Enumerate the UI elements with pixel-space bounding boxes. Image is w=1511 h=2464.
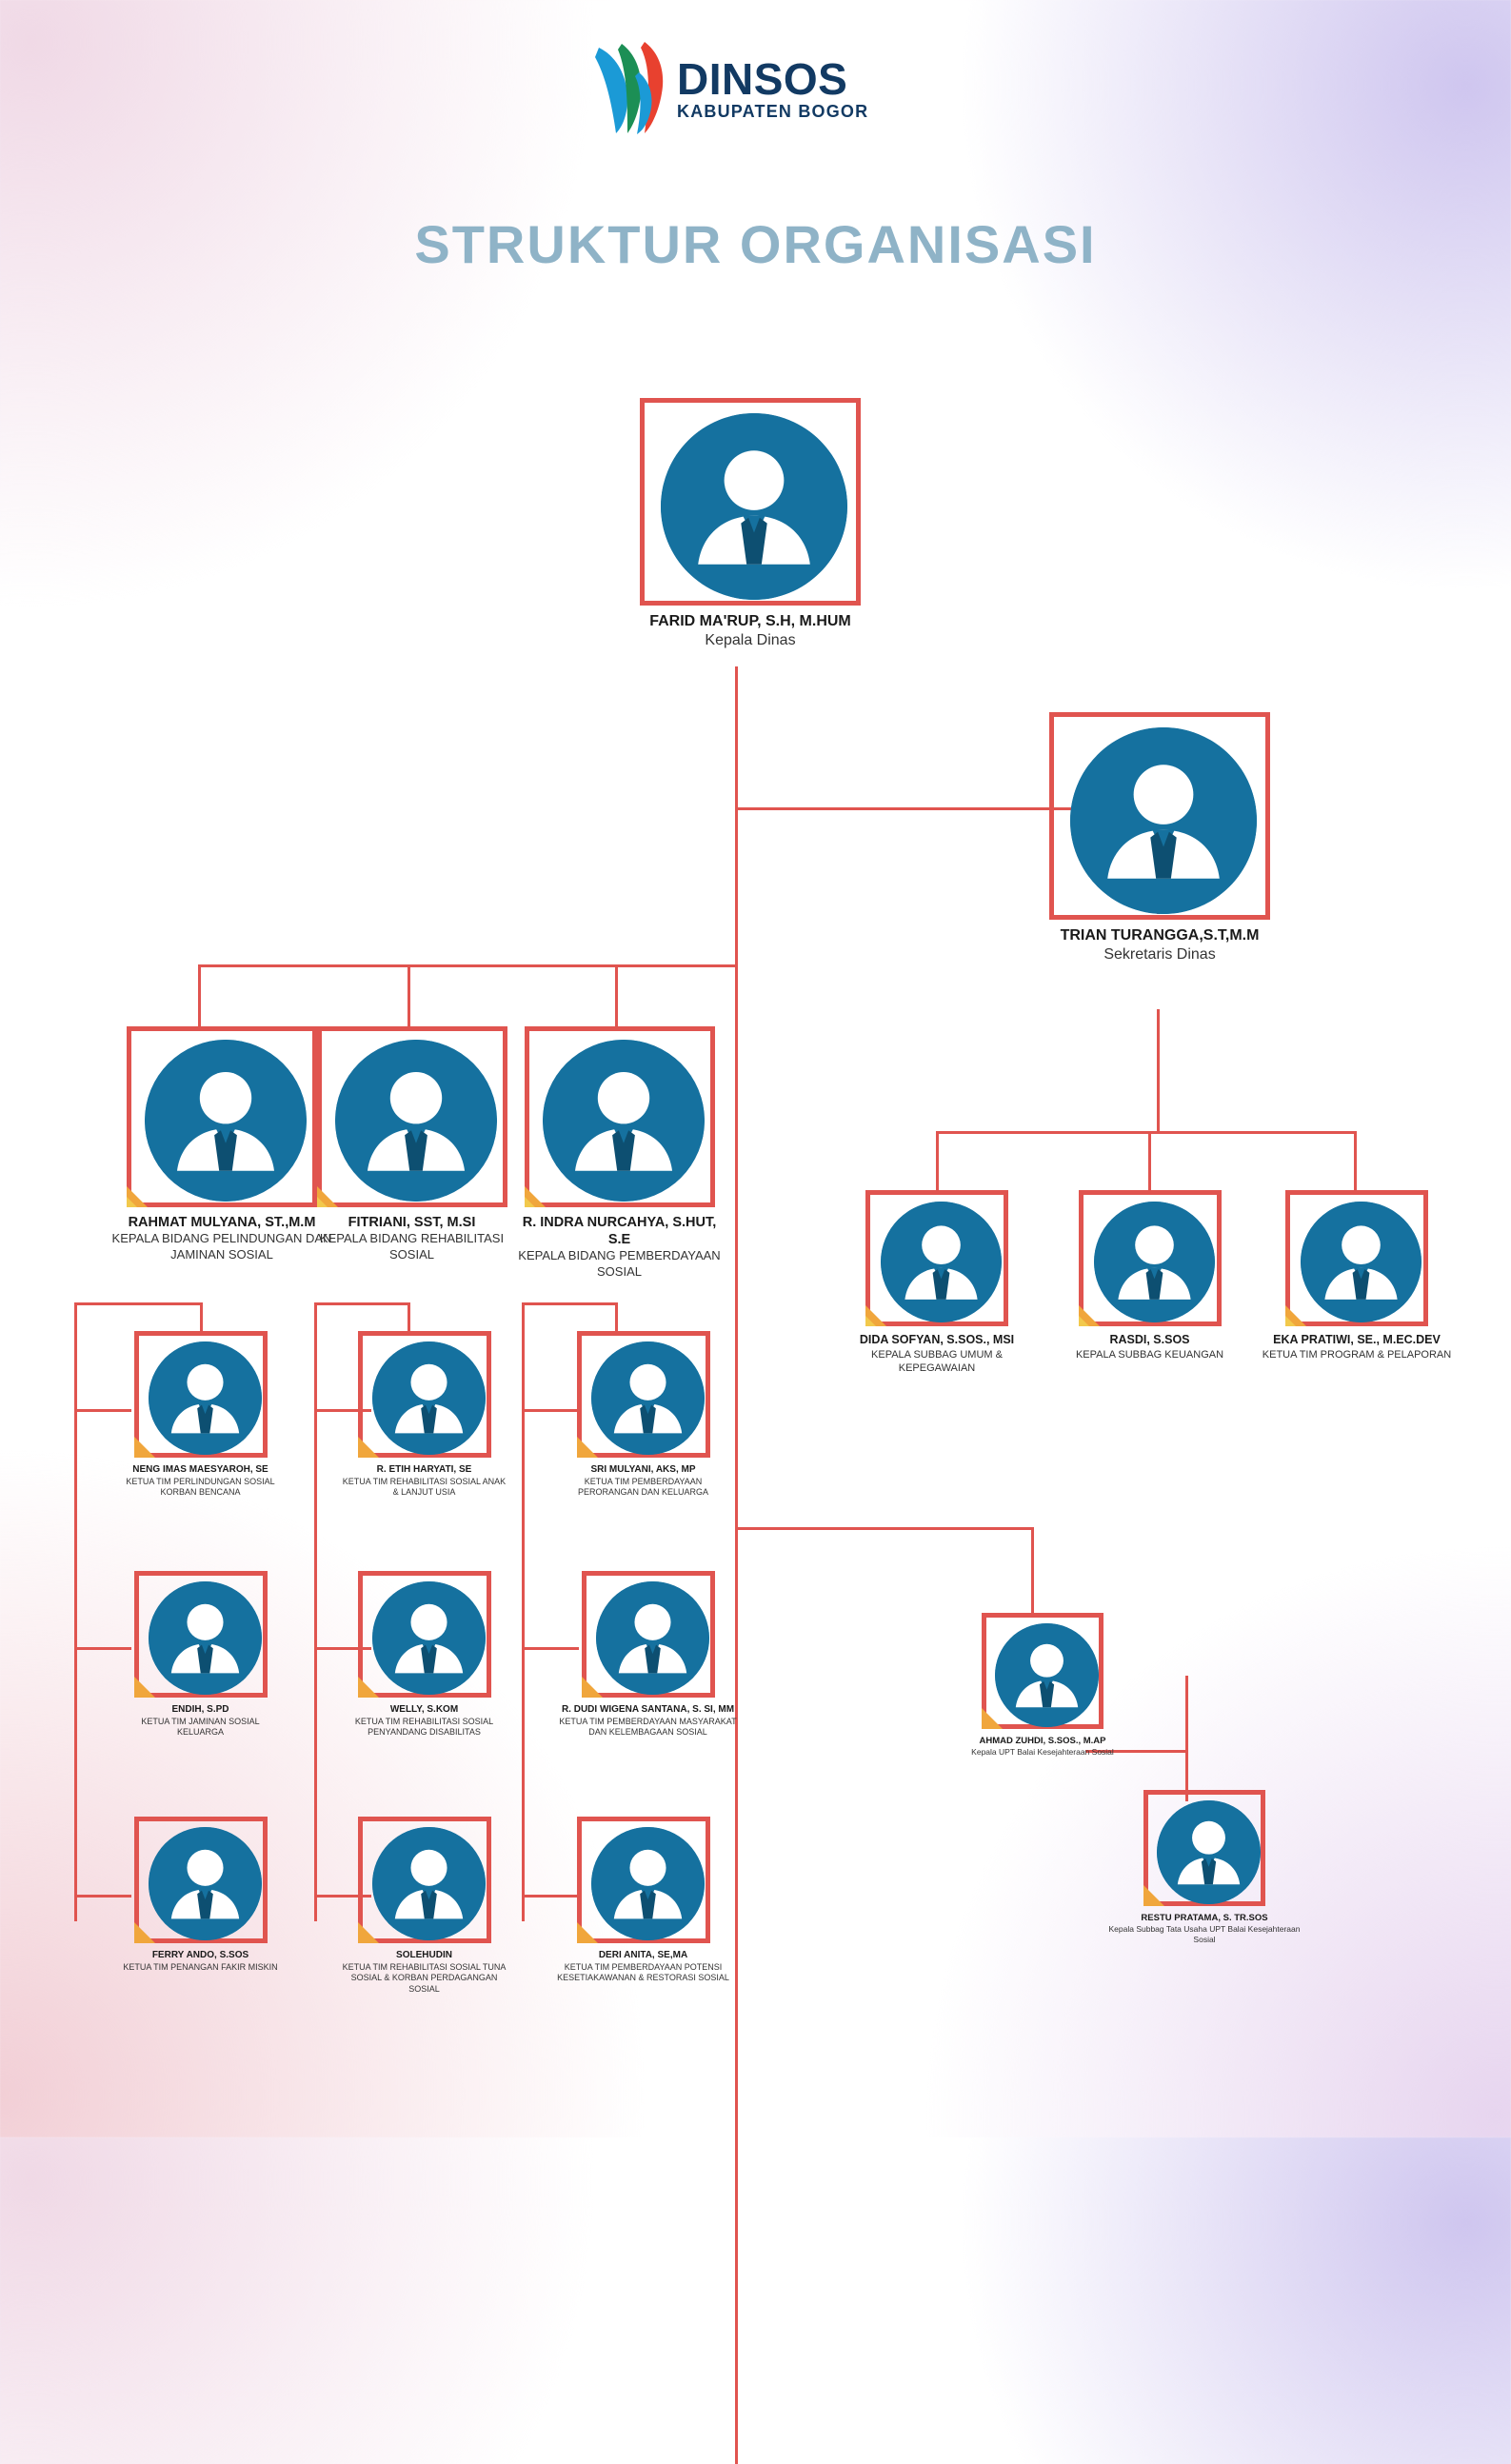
node-tim-rehab-anak-lansia[interactable] — [341, 1331, 507, 1499]
dinsos-flame-logo-icon — [589, 40, 671, 135]
corner-accent-2 — [127, 1197, 137, 1207]
person-position: KEPALA BIDANG PEMBERDAYAAN SOSIAL — [518, 1248, 721, 1280]
connector-field3-stub — [615, 1302, 618, 1331]
photo-frame — [134, 1571, 268, 1698]
connector-subbag1-drop — [936, 1131, 939, 1190]
connector-secretary-spine — [1157, 1009, 1160, 1133]
connector-field1-stub — [200, 1302, 203, 1331]
page-title: STRUKTUR ORGANISASI — [414, 214, 1097, 274]
photo-frame — [134, 1817, 268, 1943]
node-tim-pemberdayaan-keluarga[interactable] — [555, 1331, 731, 1499]
connector-field2-drop — [408, 964, 410, 1026]
avatar — [335, 1040, 497, 1202]
corner-accent-2 — [1079, 1316, 1089, 1326]
connector-field1-team-top — [74, 1302, 202, 1305]
photo-frame — [358, 1817, 491, 1943]
avatar — [149, 1827, 262, 1940]
node-subbag-tata-usaha-upt[interactable] — [1104, 1790, 1304, 1945]
avatar — [995, 1623, 1099, 1727]
corner-accent-2 — [865, 1316, 876, 1326]
person-name: NENG IMAS MAESYAROH, SE — [132, 1464, 268, 1475]
node-tim-potensi-kesetiakawanan[interactable] — [555, 1817, 731, 1984]
node-tim-rehab-disabilitas[interactable] — [341, 1571, 507, 1739]
node-tim-pemberdayaan-masyarakat[interactable] — [555, 1571, 741, 1739]
person-name: FITRIANI, SST, M.SI — [348, 1215, 476, 1230]
person-position: Kepala Subbag Tata Usaha UPT Balai Kesejahteraan Sosial — [1108, 1923, 1301, 1944]
photo-frame — [577, 1817, 710, 1943]
avatar — [591, 1827, 705, 1940]
person-name: SOLEHUDIN — [396, 1950, 452, 1960]
node-bidang-pemberdayaan[interactable] — [512, 1026, 726, 1281]
photo-frame — [358, 1571, 491, 1698]
connector-upt-bus — [735, 1527, 1033, 1530]
person-name: AHMAD ZUHDI, S.SOS., M.AP — [979, 1736, 1106, 1746]
avatar — [1301, 1202, 1422, 1322]
person-position: KETUA TIM PEMBERDAYAAN POTENSI KESETIAKAWANAN & RESTORASI SOSIAL — [557, 1961, 729, 1983]
person-position: KEPALA SUBBAG KEUANGAN — [1075, 1348, 1224, 1361]
person-position: KETUA TIM REHABILITASI SOSIAL ANAK & LANJUT USIA — [342, 1476, 507, 1498]
node-sekretaris-dinas[interactable] — [1034, 712, 1285, 965]
logo-sub-text: KABUPATEN BOGOR — [677, 102, 869, 121]
connector-field2-team-top — [314, 1302, 409, 1305]
corner-accent-2 — [525, 1197, 535, 1207]
person-name: R. INDRA NURCAHYA, S.HUT, S.E — [522, 1215, 717, 1248]
connector-field1-drop — [198, 964, 201, 1026]
photo-frame — [640, 398, 861, 606]
avatar — [372, 1341, 486, 1455]
person-name: WELLY, S.KOM — [389, 1704, 459, 1715]
person-position: KETUA TIM JAMINAN SOSIAL KELUARGA — [141, 1716, 260, 1738]
connector-subbag2-drop — [1148, 1131, 1151, 1190]
node-subbag-keuangan[interactable] — [1052, 1190, 1247, 1361]
avatar — [1070, 727, 1257, 914]
avatar — [149, 1341, 262, 1455]
person-position: KETUA TIM PERLINDUNGAN SOSIAL KORBAN BENCANA — [126, 1476, 275, 1498]
photo-frame — [525, 1026, 715, 1207]
connector-upt-sub-vertical — [1185, 1676, 1188, 1801]
person-position: KEPALA BIDANG REHABILITASI SOSIAL — [319, 1231, 505, 1262]
photo-frame — [582, 1571, 715, 1698]
person-name: ENDIH, S.PD — [171, 1704, 229, 1715]
person-name: TRIAN TURANGGA,S.T,M.M — [1060, 927, 1260, 944]
avatar — [543, 1040, 705, 1202]
photo-frame — [134, 1331, 268, 1458]
person-name: FERRY ANDO, S.SOS — [151, 1950, 249, 1960]
person-position: KEPALA SUBBAG UMUM & KEPEGAWAIAN — [871, 1348, 1003, 1374]
node-tim-rehab-tuna-sosial[interactable] — [341, 1817, 507, 1996]
person-position: KETUA TIM PENANGAN FAKIR MISKIN — [123, 1961, 278, 1972]
avatar — [596, 1581, 709, 1695]
person-name: DIDA SOFYAN, S.SOS., MSI — [859, 1333, 1015, 1346]
connector-subbag3-drop — [1354, 1131, 1357, 1190]
connector-field3-team-spine — [522, 1302, 525, 1921]
person-name: RASDI, S.SOS — [1109, 1333, 1190, 1346]
person-position: Kepala UPT Balai Kesejahteraan Sosial — [971, 1746, 1114, 1757]
corner-accent — [358, 1922, 379, 1943]
corner-accent — [134, 1437, 155, 1458]
person-name: DERI ANITA, SE,MA — [598, 1950, 688, 1960]
person-position: KETUA TIM PEMBERDAYAAN MASYARAKAT DAN KELEMBAGAAN SOSIAL — [559, 1716, 737, 1738]
person-name: R. DUDI WIGENA SANTANA, S. SI, MM — [561, 1704, 735, 1715]
photo-frame — [982, 1613, 1103, 1729]
dinsos-logo — [589, 36, 904, 141]
node-subbag-umum[interactable] — [845, 1190, 1028, 1375]
photo-frame — [1049, 712, 1270, 920]
person-position: KETUA TIM PEMBERDAYAAN PERORANGAN DAN KELUARGA — [577, 1476, 709, 1498]
person-position: Sekretaris Dinas — [1103, 946, 1216, 963]
person-position: KEPALA BIDANG PELINDUNGAN DAN JAMINAN SOSIAL — [111, 1231, 332, 1262]
person-name: RESTU PRATAMA, S. TR.SOS — [1141, 1913, 1268, 1923]
node-kepala-upt-balai[interactable] — [952, 1613, 1133, 1758]
node-bidang-perlindungan[interactable] — [103, 1026, 341, 1263]
avatar — [661, 413, 847, 600]
avatar — [372, 1581, 486, 1695]
connector-head-vertical — [735, 666, 738, 809]
corner-accent-2 — [1285, 1316, 1296, 1326]
person-name: FARID MA'RUP, S.H, M.HUM — [649, 613, 851, 629]
connector-field2-team-spine — [314, 1302, 317, 1921]
corner-accent — [577, 1437, 598, 1458]
photo-frame — [1143, 1790, 1265, 1906]
person-position: KETUA TIM REHABILITASI SOSIAL TUNA SOSIAL & KORBAN PERDAGANGAN SOSIAL — [342, 1961, 507, 1994]
photo-frame — [865, 1190, 1008, 1326]
person-position: KETUA TIM PROGRAM & PELAPORAN — [1262, 1348, 1452, 1361]
node-bidang-rehabilitasi[interactable] — [309, 1026, 514, 1263]
person-name: R. ETIH HARYATI, SE — [376, 1464, 472, 1475]
corner-accent — [134, 1922, 155, 1943]
corner-accent — [982, 1708, 1003, 1729]
node-tim-jaminan-keluarga[interactable] — [117, 1571, 284, 1739]
node-tim-fakir-miskin[interactable] — [117, 1817, 284, 1973]
person-position: Kepala Dinas — [705, 632, 796, 648]
avatar — [145, 1040, 307, 1202]
logo-wordmark — [677, 54, 869, 122]
connector-field3-drop — [615, 964, 618, 1026]
corner-accent — [582, 1677, 603, 1698]
avatar — [149, 1581, 262, 1695]
corner-accent — [577, 1922, 598, 1943]
corner-accent — [358, 1677, 379, 1698]
photo-frame — [358, 1331, 491, 1458]
person-position: KETUA TIM REHABILITASI SOSIAL PENYANDANG DISABILITAS — [354, 1716, 494, 1738]
corner-accent — [1143, 1885, 1164, 1906]
corner-accent — [358, 1437, 379, 1458]
corner-accent — [134, 1677, 155, 1698]
photo-frame — [1079, 1190, 1222, 1326]
avatar — [1157, 1800, 1261, 1904]
connector-field1-team-spine — [74, 1302, 77, 1921]
avatar — [881, 1202, 1002, 1322]
photo-frame — [1285, 1190, 1428, 1326]
photo-frame — [317, 1026, 507, 1207]
connector-subbag-bus — [936, 1131, 1357, 1134]
person-name: SRI MULYANI, AKS, MP — [590, 1464, 696, 1475]
node-kepala-dinas[interactable] — [625, 398, 876, 651]
avatar — [372, 1827, 486, 1940]
connector-fields-bus — [198, 964, 737, 967]
node-tim-perlindungan-bencana[interactable] — [117, 1331, 284, 1499]
avatar — [1094, 1202, 1215, 1322]
person-name: RAHMAT MULYANA, ST.,M.M — [128, 1215, 316, 1230]
person-name: EKA PRATIWI, SE., M.EC.DEV — [1273, 1333, 1441, 1346]
connector-upt-drop — [1031, 1527, 1034, 1613]
connector-field3-team-top — [522, 1302, 617, 1305]
photo-frame — [577, 1331, 710, 1458]
corner-accent-2 — [317, 1197, 328, 1207]
connector-field2-stub — [408, 1302, 410, 1331]
node-tim-program-pelaporan[interactable] — [1262, 1190, 1452, 1361]
logo-main-text: DINSOS — [677, 54, 848, 104]
photo-frame — [127, 1026, 317, 1207]
avatar — [591, 1341, 705, 1455]
